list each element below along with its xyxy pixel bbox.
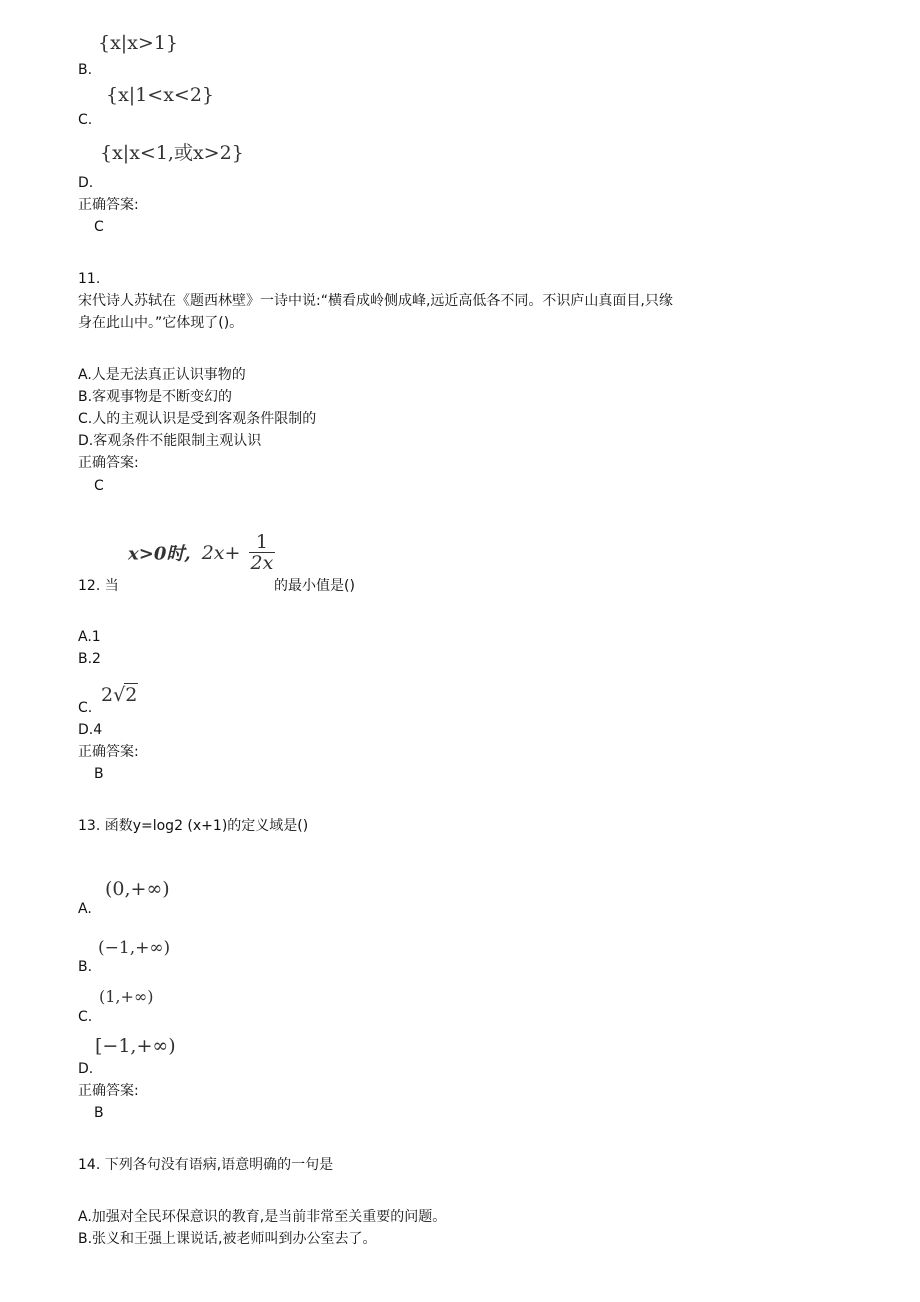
- q10-answer: C: [94, 219, 104, 235]
- q11-option-d: D.客观条件不能限制主观认识: [78, 433, 262, 449]
- q12-answer: B: [94, 766, 104, 782]
- q13-option-d-label: D.: [78, 1061, 94, 1077]
- q13-option-b-label: B.: [78, 959, 93, 975]
- q12-fraction-numerator: 1: [255, 531, 268, 553]
- q14-option-a: A.加强对全民环保意识的教育,是当前非常至关重要的问题。: [78, 1209, 447, 1225]
- q11-option-b: B.客观事物是不断变幻的: [78, 389, 233, 405]
- q10-option-d-formula: {x|x<1,或x>2}: [100, 142, 244, 164]
- q12-option-d: D.4: [78, 722, 103, 738]
- radical-sign: √: [113, 684, 126, 706]
- q13-option-a-label: A.: [78, 901, 92, 917]
- q10-option-c-formula: {x|1<x<2}: [106, 84, 215, 106]
- q10-option-d-label: D.: [78, 175, 94, 191]
- q11-option-c: C.人的主观认识是受到客观条件限制的: [78, 411, 317, 427]
- q14-stem: 14. 下列各句没有语病,语意明确的一句是: [78, 1157, 334, 1173]
- q14-option-b: B.张义和王强上课说话,被老师叫到办公室去了。: [78, 1231, 377, 1247]
- q12-option-c-coefficient: 2: [101, 684, 114, 706]
- q12-formula-expression: 2x+: [201, 541, 241, 564]
- q12-fraction-denominator: 2x: [250, 552, 274, 574]
- q13-answer-label: 正确答案:: [78, 1083, 139, 1099]
- q11-answer: C: [94, 478, 104, 494]
- q12-stem-suffix: 的最小值是(): [274, 578, 355, 594]
- q11-stem-line1: 宋代诗人苏轼在《题西林壁》一诗中说:“横看成岭侧成峰,远近高低各不同。不识庐山真面目,只缘: [78, 293, 673, 309]
- q12-stem-prefix: 12. 当: [78, 578, 119, 594]
- q13-option-a-formula: (0,+∞): [105, 878, 170, 900]
- q12-formula: [128, 532, 275, 584]
- q10-option-b-label: B.: [78, 62, 93, 78]
- q13-option-c-label: C.: [78, 1009, 93, 1025]
- q13-option-c-formula: (1,+∞): [99, 987, 154, 1006]
- q13-option-d-formula: [−1,+∞): [95, 1035, 176, 1057]
- q12-option-c-radicand: 2: [125, 684, 138, 706]
- q11-option-a: A.人是无法真正认识事物的: [78, 367, 246, 383]
- q12-answer-label: 正确答案:: [78, 744, 139, 760]
- q13-option-b-formula: (−1,+∞): [98, 938, 171, 958]
- q13-stem: 13. 函数y=log2 (x+1)的定义域是(): [78, 818, 309, 834]
- q12-option-c-label: C.: [78, 700, 93, 716]
- q13-answer: B: [94, 1105, 104, 1121]
- q11-stem-line2: 身在此山中。”它体现了()。: [78, 315, 244, 331]
- q10-answer-label: 正确答案:: [78, 197, 139, 213]
- q12-formula-condition: x>0时,: [128, 543, 191, 565]
- q12-option-c-formula: [101, 683, 138, 706]
- q11-number: 11.: [78, 271, 101, 287]
- q10-option-b-formula: {x|x>1}: [98, 32, 179, 54]
- q10-option-c-label: C.: [78, 112, 93, 128]
- q12-option-b: B.2: [78, 651, 101, 667]
- q12-fraction: [249, 532, 276, 573]
- q12-option-a: A.1: [78, 629, 101, 645]
- q11-answer-label: 正确答案:: [78, 455, 139, 471]
